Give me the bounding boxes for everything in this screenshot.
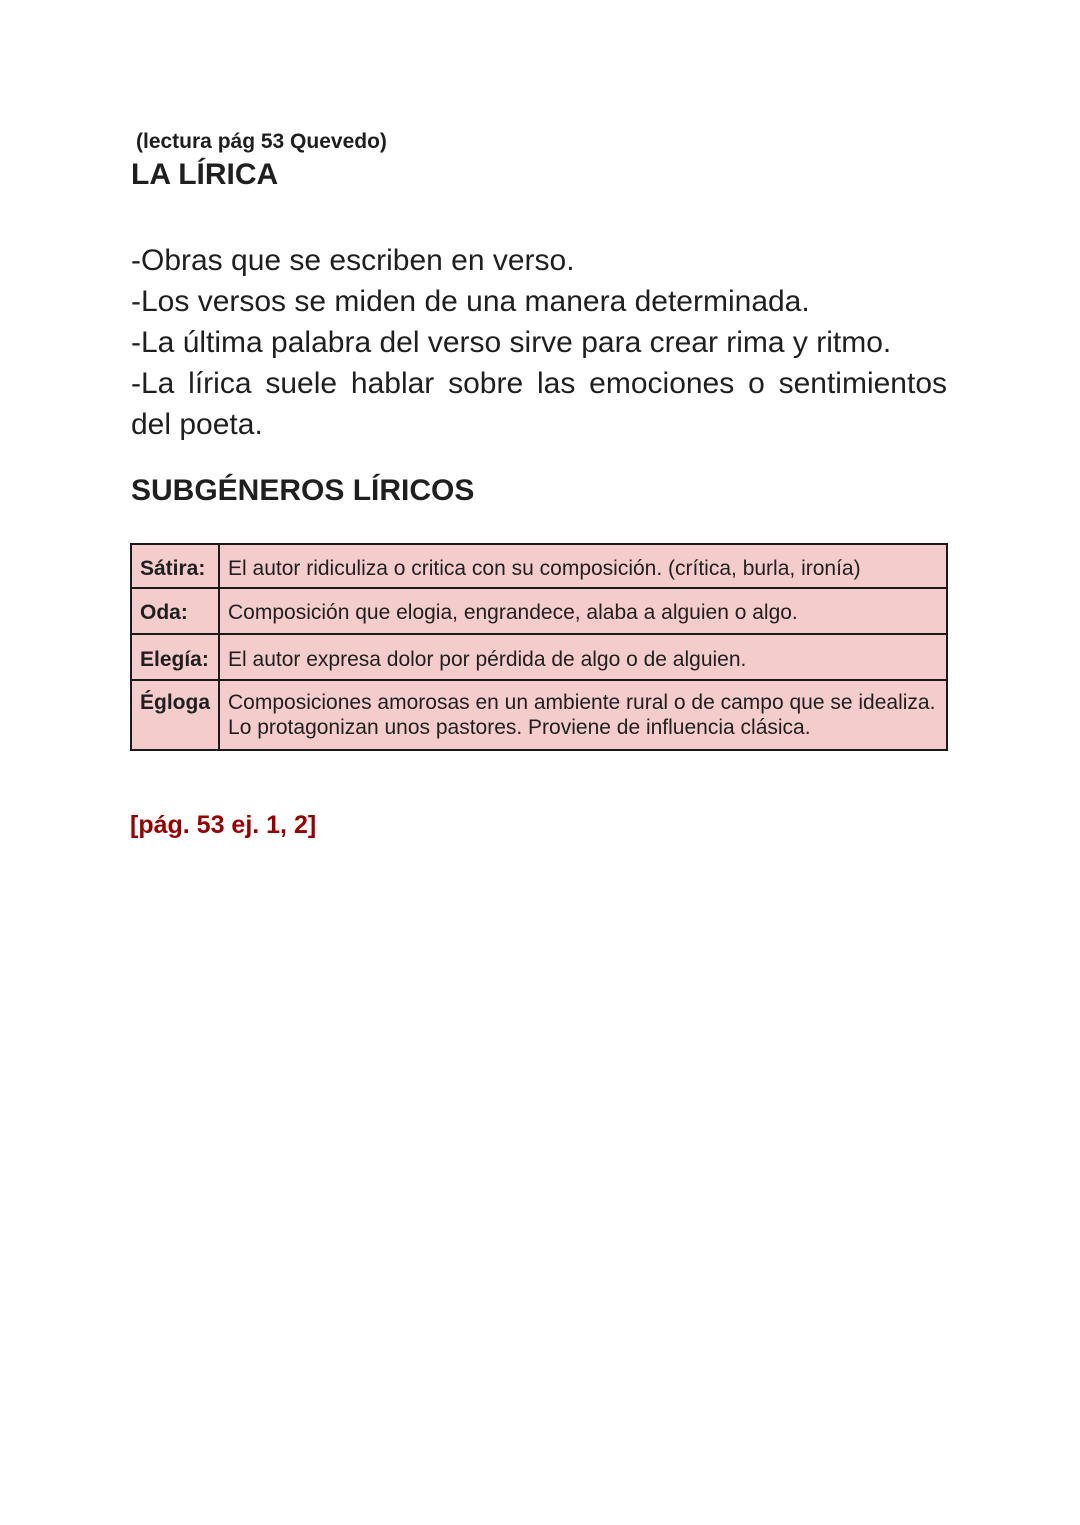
page-title: LA LÍRICA — [131, 158, 279, 191]
reading-note: (lectura pág 53 Quevedo) — [136, 130, 387, 153]
bullet-list — [131, 240, 947, 445]
subgenres-table — [130, 543, 948, 751]
table-row — [131, 680, 947, 750]
definition-cell: Composiciones amorosas en un ambiente rural o de campo que se idealiza. Lo protagonizan unos pastores. Proviene de influencia clásica. — [219, 680, 947, 750]
bullet-item-continuation: del poeta. — [131, 408, 263, 441]
term-cell: Sátira: — [131, 544, 219, 588]
table-row — [131, 544, 947, 588]
bullet-item: -Los versos se miden de una manera determinada. — [131, 285, 810, 318]
bullet-item: -Obras que se escriben en verso. — [131, 244, 575, 277]
table-row — [131, 588, 947, 634]
term-cell: Elegía: — [131, 634, 219, 680]
term-cell: Égloga — [131, 680, 219, 750]
bullet-item: -La lírica suele hablar sobre las emociones o sentimientos — [131, 367, 947, 400]
table-row — [131, 634, 947, 680]
section-title: SUBGÉNEROS LÍRICOS — [131, 474, 475, 507]
exercise-reference: [pág. 53 ej. 1, 2] — [130, 811, 317, 839]
definition-cell: Composición que elogia, engrandece, alaba a alguien o algo. — [219, 588, 947, 634]
bullet-item: -La última palabra del verso sirve para crear rima y ritmo. — [131, 326, 892, 359]
definition-cell: El autor expresa dolor por pérdida de algo o de alguien. — [219, 634, 947, 680]
term-cell: Oda: — [131, 588, 219, 634]
definition-cell: El autor ridiculiza o critica con su composición. (crítica, burla, ironía) — [219, 544, 947, 588]
